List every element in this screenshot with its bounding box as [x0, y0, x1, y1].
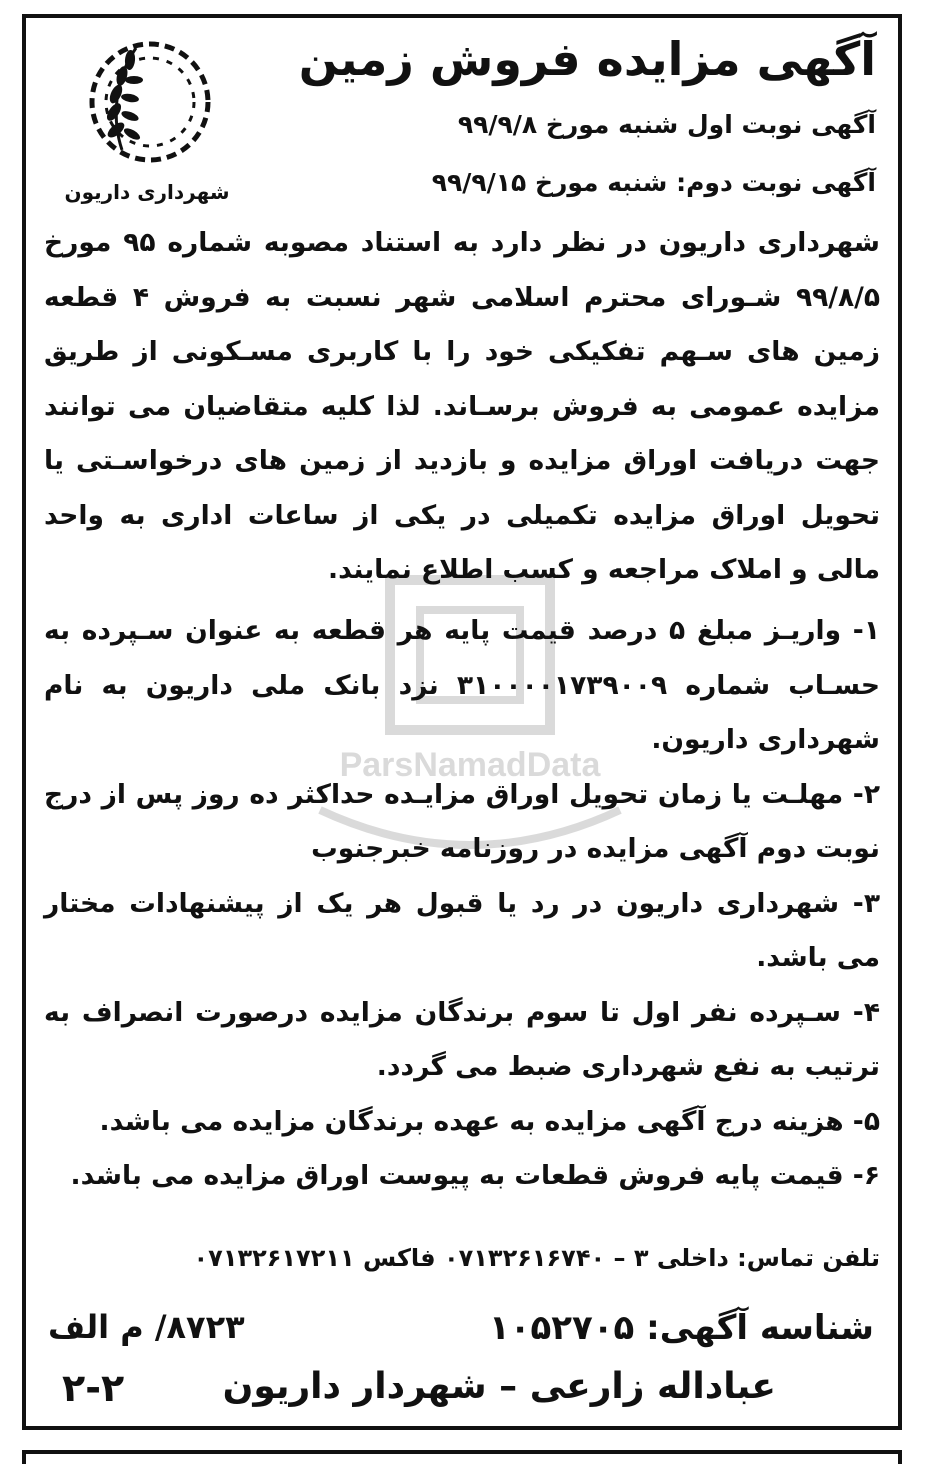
issue-number: ۲-۲ [62, 1366, 125, 1410]
notice-title: آگهی مزایده فروش زمین [298, 32, 876, 86]
condition-item: ۵- هزینه درج آگهی مزایده به عهده برندگان مزایده می باشد. [99, 1105, 880, 1137]
intro-paragraph: شهرداری داریون در نظر دارد به استناد مصوبه شماره ۹۵ مورخ ۹۹/۸/۵ شـورای محترم اسلامی شهر نسبت به فروش ۴ قطعه زمین های سـهم تفکیکی خود را با کاربری مسـکونی از طریق مزایده عمومی به فروش برسـاند. لذا کلیه متقاضیان می توانند جهت دریافت اوراق مزایده و بازدید از زمین های درخواسـتی یا تحویل اوراق مزایده تکمیلی در یکی از ساعات اداری به واحد مالی و املاک مراجعه و کسب اطلاع نمایند. [44, 227, 880, 585]
condition-item: ۲- مهلـت یا زمان تحویل اوراق مزایـده حداکثر ده روز پس از درج نوبت دوم آگهی مزایده در روزنامه خبرجنوب [44, 778, 880, 864]
condition-item: ۴- سـپرده نفر اول تا سوم برندگان مزایده درصورت انصراف به ترتیب به نفع شهرداری ضبط می گردد. [44, 996, 880, 1082]
next-notice-border [22, 1450, 902, 1464]
reference-number: ۸۷۲۳/ م الف [48, 1308, 245, 1346]
second-round-date: آگهی نوبت دوم: شنبه مورخ ۹۹/۹/۱۵ [431, 168, 876, 197]
conditions-list [44, 604, 880, 1204]
signer-line: عباداله زارعی – شهردار داریون [222, 1366, 776, 1407]
municipality-logo [52, 30, 242, 210]
condition-item: ۶- قیمت پایه فروش قطعات به پیوست اوراق مزایده می باشد. [70, 1160, 880, 1191]
logo-caption: شهرداری داریون [64, 180, 230, 204]
ad-identifier: شناسه آگهی: ۱۰۵۲۷۰۵ [489, 1308, 874, 1348]
watermark-text: ParsNamadData [339, 746, 601, 784]
condition-item: ۱- واریـز مبلغ ۵ درصد قیمت پایه هر قطعه به عنوان سـپرده به حسـاب شماره ۳۱۰۰۰۰۱۷۳۹۰۰۹ نزد بانک ملی داریون به نام شهرداری داریون. [44, 615, 880, 755]
municipality-emblem-icon [52, 30, 242, 180]
condition-item: ۳- شهرداری داریون در رد یا قبول هر یک از پیشنهادات مختار می باشد. [44, 887, 880, 973]
contact-info: تلفن تماس: داخلی ۳ – ۰۷۱۳۲۶۱۶۷۴۰ فاکس ۰۷۱۳۲۶۱۷۲۱۱ [193, 1244, 880, 1272]
first-round-date: آگهی نوبت اول شنبه مورخ ۹۹/۹/۸ [457, 110, 876, 139]
